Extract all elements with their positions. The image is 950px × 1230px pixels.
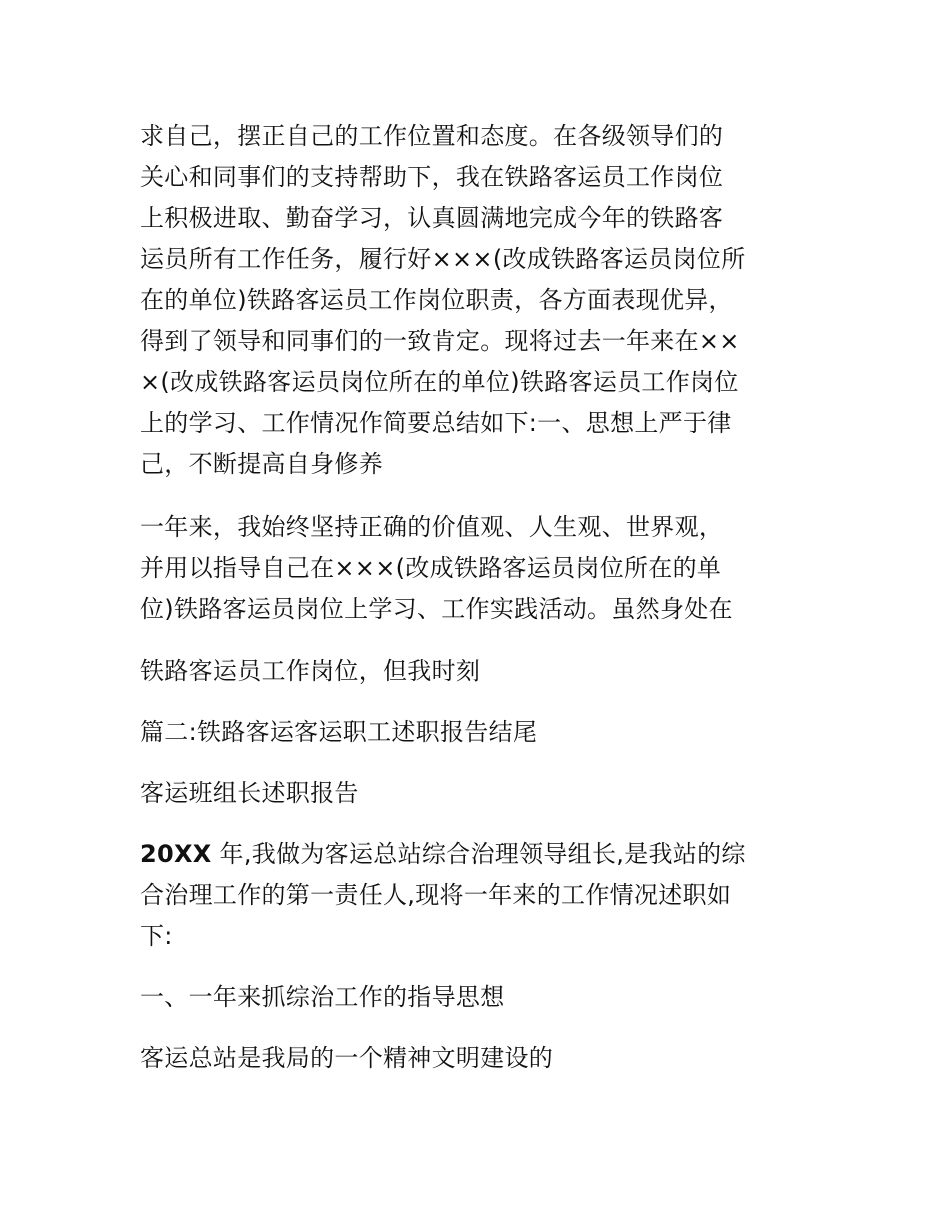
text-line: 铁路客运员工作岗位，但我时刻 (140, 657, 481, 685)
text-line: 得到了领导和同事们的一致肯定。现将过去一年来在×× (140, 327, 740, 355)
text-line: 客运总站是我局的一个精神文明建设的 (140, 1044, 554, 1072)
text-line-rest: 年,我做为客运总站综合治理领导组长,是我站的综 (211, 840, 746, 868)
year-label: 20XX (140, 840, 212, 868)
text-line: 客运班组长述职报告 (140, 779, 359, 807)
text-line: 上积极进取、勤奋学习，认真圆满地完成今年的铁路客 (140, 204, 724, 232)
text-line: 合治理工作的第一责任人,现将一年来的工作情况述职如 (140, 881, 732, 909)
text-line: 位)铁路客运员岗位上学习、工作实践活动。虽然身处在 (140, 595, 733, 623)
text-line: 上的学习、工作情况作简要总结如下:一、思想上严于律 (140, 409, 732, 437)
text-line: 并用以指导自己在×××(改成铁路客运员岗位所在的单 (140, 554, 722, 582)
paragraph-final (140, 1038, 820, 1079)
paragraph-annual-report (140, 834, 820, 957)
section-heading-guiding-thought (140, 977, 820, 1018)
document-body (140, 116, 820, 1079)
section-heading-part-two (140, 712, 820, 753)
text-line: 篇二:铁路客运客运职工述职报告结尾 (140, 718, 538, 746)
report-title (140, 773, 820, 814)
text-line: 一年来，我始终坚持正确的价值观、人生观、世界观， (140, 513, 724, 541)
paragraph-continuation (140, 651, 820, 692)
paragraph-values (140, 507, 820, 630)
paragraph-work-summary (140, 116, 820, 485)
text-line: 己，不断提高自身修养 (140, 450, 383, 478)
text-line: ×(改成铁路客运员岗位所在的单位)铁路客运员工作岗位 (140, 368, 739, 396)
text-line (140, 834, 820, 875)
text-line: 一、一年来抓综治工作的指导思想 (140, 983, 505, 1011)
text-line: 下: (140, 922, 173, 950)
text-line: 关心和同事们的支持帮助下，我在铁路客运员工作岗位 (140, 163, 724, 191)
text-line: 运员所有工作任务，履行好×××(改成铁路客运员岗位所 (140, 245, 746, 273)
text-line: 在的单位)铁路客运员工作岗位职责，各方面表现优异， (140, 286, 733, 314)
text-line: 求自己，摆正自己的工作位置和态度。在各级领导们的 (140, 122, 724, 150)
